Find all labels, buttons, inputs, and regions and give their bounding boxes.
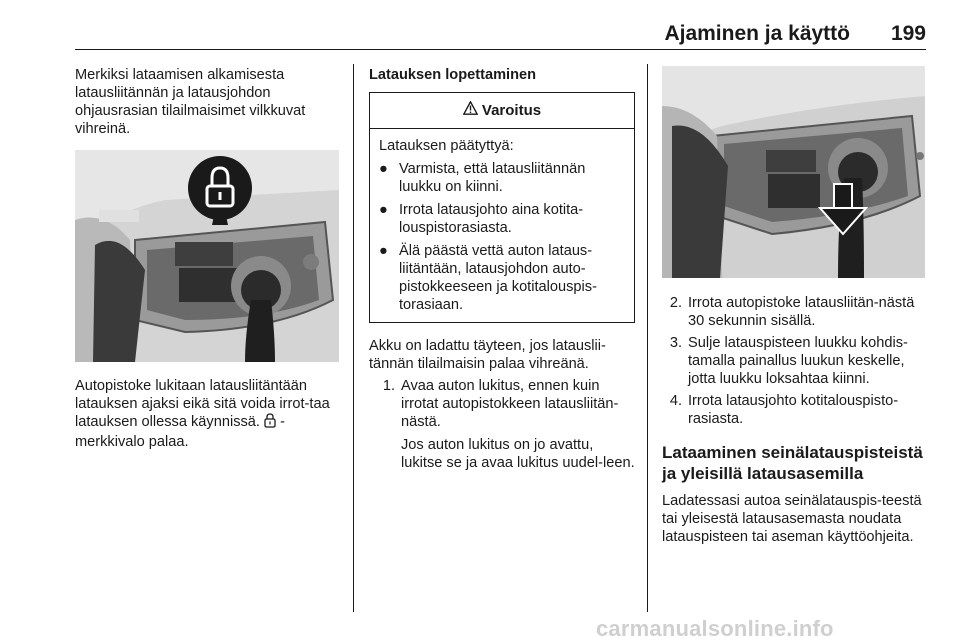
- intro-paragraph: Merkiksi lataamisen alkamisesta latausliitännän ja latausjohdon ohjausrasian tilailmaisimet vilkkuvat vihreinä.: [75, 67, 306, 137]
- column-1: [75, 66, 340, 451]
- section-heading-wall-charging: Lataaminen seinälatauspisteistä ja yleisillä latausasemilla: [662, 443, 923, 483]
- page-number: 199: [890, 22, 926, 45]
- step-3: [662, 334, 928, 388]
- step-text: Avaa auton lukitus, ennen kuin irrotat autopistokkeen latausliitän-nästä.: [401, 378, 619, 430]
- warning-body: [370, 129, 634, 322]
- page-header: [75, 22, 926, 48]
- watermark: carmanualsonline.info: [596, 616, 834, 641]
- bullet-text: Varmista, että latausliitännän luukku on kiinni.: [399, 161, 586, 195]
- warning-box: [369, 92, 635, 323]
- warning-intro: Latauksen päätyttyä:: [379, 138, 514, 154]
- chapter-title: Ajaminen ja käyttö: [664, 22, 850, 45]
- section-heading-stop-charging: Latauksen lopettaminen: [369, 67, 537, 83]
- warning-header: [370, 93, 634, 129]
- bullet-text: Älä päästä vettä auton lataus-liitäntään, latausjohdon auto-pistokkeeseen ja kotitalouspis-torasiaan.: [399, 243, 597, 313]
- lock-icon: [264, 413, 276, 433]
- lock-paragraph: [75, 377, 340, 451]
- column-3: [662, 66, 928, 546]
- photo-charging-port-locked: [75, 150, 339, 362]
- step-number: 4.: [669, 393, 682, 409]
- column-divider-2: [647, 64, 648, 612]
- lock-text: Autopistoke lukitaan latausliitäntään latauksen ajaksi eikä sitä voida irrot-taa latauksen ollessa käynnissä.: [75, 378, 330, 430]
- step-text: Sulje latauspisteen luukku kohdis-tamalla painallus luukun keskelle, jotta luukku loksahtaa kiinni.: [688, 335, 908, 387]
- list-item: ● Varmista, että latausliitännän luukku on kiinni.: [379, 160, 626, 196]
- step-text: Irrota autopistoke latausliitän-nästä 30 sekunnin sisällä.: [688, 295, 915, 329]
- step-4: [662, 392, 928, 428]
- bullet-text: Irrota latausjohto aina kotita-louspistorasiasta.: [399, 202, 584, 236]
- step-2: [662, 294, 928, 330]
- header-rule: [75, 49, 926, 50]
- step-note: Jos auton lukitus on jo avattu, lukitse se ja avaa lukitus uudel-leen.: [401, 437, 635, 471]
- step-number: 3.: [669, 335, 682, 351]
- list-item: ● Irrota latausjohto aina kotita-louspistorasiasta.: [379, 201, 626, 237]
- column-divider-1: [353, 64, 354, 612]
- full-charge-paragraph: Akku on ladattu täyteen, jos latauslii-tännän tilailmaisin palaa vihreänä.: [369, 338, 606, 372]
- wall-charging-paragraph: Ladatessasi autoa seinälatauspis-teestä tai yleisestä latausasemasta noudata latauspisteen tai aseman käyttöohjeita.: [662, 493, 922, 545]
- list-item: ● Älä päästä vettä auton lataus-liitäntään, latausjohdon auto-pistokkeeseen ja kotitalouspis-torasiaan.: [379, 242, 626, 314]
- column-2: [369, 66, 635, 472]
- step-1: [375, 377, 635, 472]
- warning-triangle-icon: [463, 101, 478, 120]
- step-text: Irrota latausjohto kotitalouspisto-rasiasta.: [688, 393, 899, 427]
- photo-unplugging: [662, 66, 925, 278]
- step-number: 1.: [382, 378, 395, 394]
- lock-text-end: -merkkivalo palaa.: [75, 414, 285, 450]
- step-number: 2.: [669, 295, 682, 311]
- warning-title: Varoitus: [481, 102, 542, 119]
